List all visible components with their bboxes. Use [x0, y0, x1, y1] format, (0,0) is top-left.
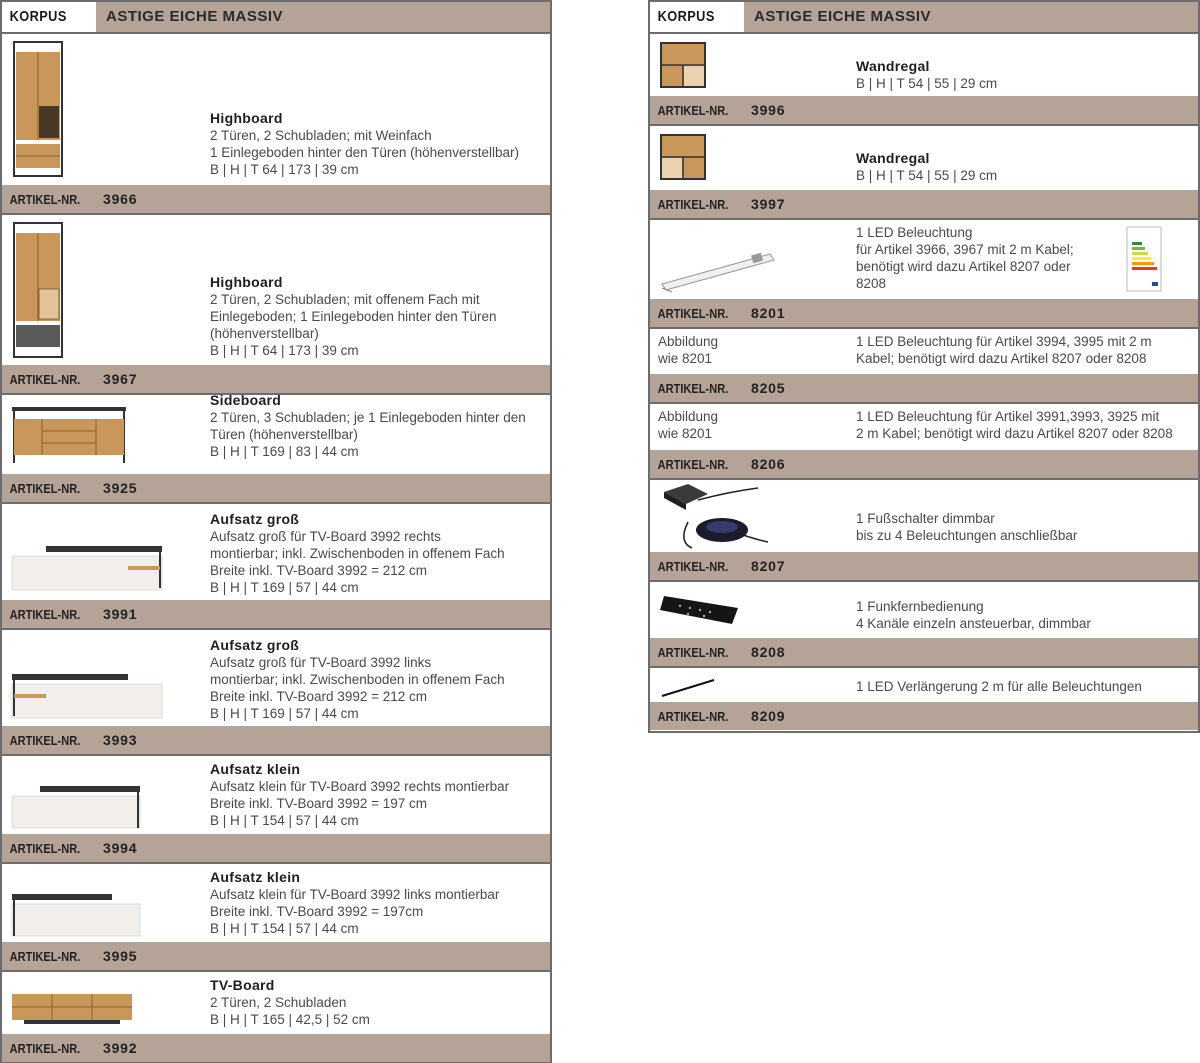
- remote-control-image: [658, 588, 748, 628]
- product-description: Highboard 2 Türen, 2 Schubladen; mit Weinfach 1 Einlegeboden hinter den Türen (höhenverstellbar) B | H | T 64 | 173 | 39 cm: [210, 110, 519, 177]
- product-description: Aufsatz klein Aufsatz klein für TV-Board 3992 links montierbar Breite inkl. TV-Board 3992 = 197cm B | H | T 154 | 57 | 44 cm: [210, 869, 500, 936]
- material-label: ASTIGE EICHE MASSIV: [96, 2, 550, 32]
- article-number-bar: ARTIKEL-NR. 3996: [650, 96, 1198, 124]
- energy-label-image: [1126, 226, 1162, 292]
- aufsatz-klein-right-image: [10, 784, 144, 832]
- table-header: [650, 2, 1198, 34]
- product-row-8208: [650, 582, 1198, 668]
- product-description: 1 LED Verlängerung 2 m für alle Beleuchtungen: [856, 679, 1142, 694]
- image-reference: Abbildung wie 8201: [658, 409, 719, 441]
- product-row-8205: [650, 329, 1198, 404]
- product-description: Aufsatz klein Aufsatz klein für TV-Board 3992 rechts montierbar Breite inkl. TV-Board 3992 = 197 cm B | H | T 154 | 57 | 44 cm: [210, 761, 510, 828]
- tv-board-image: [10, 990, 134, 1030]
- wandregal-image: [658, 40, 708, 90]
- product-description: Aufsatz groß Aufsatz groß für TV-Board 3992 rechts montierbar; inkl. Zwischenboden in offenem Fach Breite inkl. TV-Board 3992 = 212 cm B | H | T 169 | 57 | 44 cm: [210, 511, 505, 595]
- product-row-8207: [650, 480, 1198, 582]
- left-product-table: [0, 0, 552, 1063]
- product-row-3996: [650, 34, 1198, 126]
- product-description: 1 Fußschalter dimmbar bis zu 4 Beleuchtungen anschließbar: [856, 511, 1078, 543]
- aufsatz-gross-right-image: [10, 544, 166, 594]
- product-description: 1 LED Beleuchtung für Artikel 3991,3993, 3925 mit 2 m Kabel; benötigt wird dazu Artikel 8207 oder 8208: [856, 409, 1173, 441]
- article-number-bar: ARTIKEL-NR. 8201: [650, 299, 1198, 327]
- product-description: 1 LED Beleuchtung für Artikel 3994, 3995 mit 2 m Kabel; benötigt wird dazu Artikel 8207 oder 8208: [856, 334, 1152, 366]
- product-description: Sideboard 2 Türen, 3 Schubladen; je 1 Einlegeboden hinter den Türen (höhenverstellbar) B | H | T 169 | 83 | 44 cm: [210, 392, 526, 459]
- sideboard-image: [10, 405, 130, 467]
- article-number-bar: ARTIKEL-NR. 8207: [650, 552, 1198, 580]
- product-row-3925: [2, 392, 550, 504]
- product-row-3992: [2, 972, 550, 1063]
- article-number-bar: ARTIKEL-NR. 3967: [2, 365, 550, 393]
- korpus-label: KORPUS: [650, 2, 730, 32]
- product-description: 1 LED Beleuchtung für Artikel 3966, 3967 mit 2 m Kabel; benötigt wird dazu Artikel 8207 oder 8208: [856, 225, 1074, 291]
- product-description: Wandregal B | H | T 54 | 55 | 29 cm: [856, 150, 998, 183]
- article-number-bar: ARTIKEL-NR. 3966: [2, 185, 550, 213]
- article-number-bar: ARTIKEL-NR. 3995: [2, 942, 550, 970]
- aufsatz-gross-left-image: [10, 672, 166, 722]
- article-number-bar: ARTIKEL-NR. 8205: [650, 374, 1198, 402]
- wandregal-image: [658, 132, 708, 182]
- product-description: Highboard 2 Türen, 2 Schubladen; mit offenem Fach mit Einlegeboden; 1 Einlegeboden hinter den Türen (höhenverstellbar) B | H | T 64 | 173 | 39 cm: [210, 274, 497, 358]
- korpus-label: KORPUS: [2, 2, 82, 32]
- led-bar-image: [658, 248, 778, 296]
- article-number-bar: ARTIKEL-NR. 8209: [650, 702, 1198, 730]
- product-row-8206: [650, 404, 1198, 480]
- product-description: 1 Funkfernbedienung 4 Kanäle einzeln ansteuerbar, dimmbar: [856, 599, 1091, 631]
- article-number-bar: ARTIKEL-NR. 8206: [650, 450, 1198, 478]
- article-number-bar: ARTIKEL-NR. 3991: [2, 600, 550, 628]
- product-row-3991: [2, 504, 550, 630]
- product-description: Aufsatz groß Aufsatz groß für TV-Board 3992 links montierbar; inkl. Zwischenboden in offenem Fach Breite inkl. TV-Board 3992 = 212 cm B | H | T 169 | 57 | 44 cm: [210, 637, 505, 721]
- product-row-8201: [650, 220, 1198, 329]
- foot-switch-image: [658, 482, 774, 550]
- article-number-bar: ARTIKEL-NR. 3925: [2, 474, 550, 502]
- product-row-3997: [650, 126, 1198, 220]
- article-number-bar: ARTIKEL-NR. 3994: [2, 834, 550, 862]
- highboard-wine-image: [10, 40, 66, 180]
- product-row-3967: [2, 215, 550, 395]
- right-product-table: [648, 0, 1200, 733]
- article-number-bar: ARTIKEL-NR. 3992: [2, 1034, 550, 1062]
- product-row-3995: [2, 864, 550, 972]
- highboard-open-image: [10, 221, 66, 361]
- article-number-bar: ARTIKEL-NR. 8208: [650, 638, 1198, 666]
- article-number-bar: ARTIKEL-NR. 3997: [650, 190, 1198, 218]
- image-reference: Abbildung wie 8201: [658, 334, 719, 366]
- led-extension-cable-image: [658, 676, 718, 698]
- product-row-3994: [2, 756, 550, 864]
- product-row-3966: [2, 34, 550, 215]
- product-description: TV-Board 2 Türen, 2 Schubladen B | H | T 165 | 42,5 | 52 cm: [210, 977, 370, 1027]
- product-row-3993: [2, 630, 550, 756]
- material-label: ASTIGE EICHE MASSIV: [744, 2, 1198, 32]
- aufsatz-klein-left-image: [10, 892, 144, 940]
- article-number-bar: ARTIKEL-NR. 3993: [2, 726, 550, 754]
- table-header: [2, 2, 550, 34]
- product-description: Wandregal B | H | T 54 | 55 | 29 cm: [856, 58, 998, 91]
- product-row-8209: [650, 668, 1198, 732]
